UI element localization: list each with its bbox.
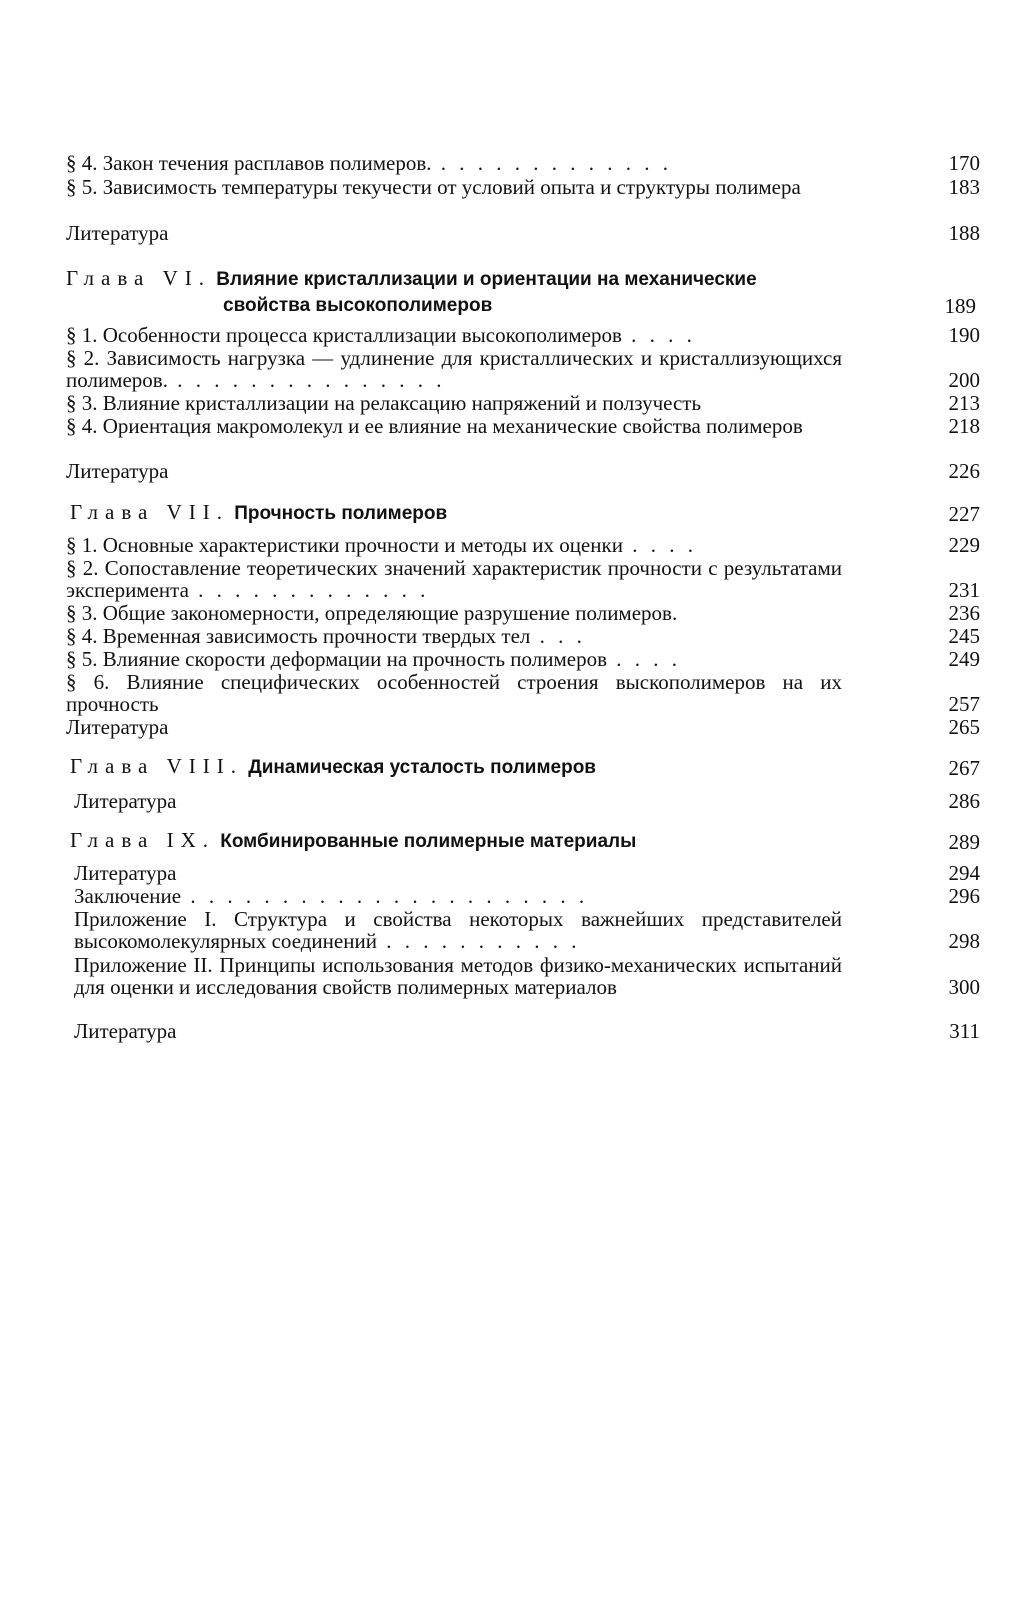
entry-label: § 2. Сопоставление теоретических значений характеристик прочности с результатами эксперимента	[66, 556, 842, 602]
toc-entry	[66, 414, 980, 438]
chapter-title: Динамическая усталость полимеров	[248, 757, 596, 778]
toc-entry	[74, 789, 980, 813]
page-number: 170	[948, 151, 980, 175]
page-number: 249	[948, 647, 980, 671]
entry-label: Литература	[66, 221, 169, 245]
leader-dots: . . . .	[607, 647, 681, 671]
page-number: 227	[948, 502, 980, 526]
leader-dots: . . . . . . . . . . . . .	[431, 151, 673, 175]
toc-entry	[66, 601, 980, 625]
page-number: 265	[948, 715, 980, 739]
toc-entry	[74, 1019, 980, 1043]
toc-entry	[66, 624, 980, 648]
page-number: 188	[948, 221, 980, 245]
entry-label: § 4. Ориентация макромолекул и ее влияние на механические свойства полимеров	[66, 414, 803, 438]
toc-entry	[66, 715, 980, 739]
page-number: 231	[948, 578, 980, 602]
chapter-prefix: Глава VI.	[66, 266, 211, 290]
chapter-prefix: Глава VII.	[70, 500, 229, 524]
toc-entry	[74, 907, 980, 953]
chapter-heading	[70, 828, 980, 854]
page-number: 183	[948, 175, 980, 199]
entry-label: § 2. Зависимость нагрузка — удлинение для кристаллических и кристаллизующихся полимеров.	[66, 346, 842, 392]
leader-dots: . . . . . . . . . . .	[376, 929, 581, 953]
page-number: 213	[948, 391, 980, 415]
chapter-prefix: Глава IX.	[70, 828, 215, 852]
page-number: 296	[948, 884, 980, 908]
leader-dots: . . . . . . . . . . . . . . .	[167, 368, 446, 392]
chapter-prefix: Глава VIII.	[70, 754, 243, 778]
page-number: 286	[948, 789, 980, 813]
chapter-title-continued: свойства высокополимеров	[223, 295, 493, 316]
entry-label: Литература	[66, 715, 169, 739]
page-number: 229	[948, 533, 980, 557]
entry-label: § 4. Временная зависимость прочности твердых тел	[66, 624, 531, 648]
chapter-heading	[66, 266, 976, 318]
leader-dots: . . . . . . . . . . . . . . . . . . . . . .	[181, 884, 589, 908]
leader-dots: . . .	[530, 624, 586, 648]
leader-dots: . . . .	[622, 533, 697, 557]
entry-label: Литература	[74, 861, 177, 885]
leader-dots: . . . . . . . . . . . . .	[188, 578, 430, 602]
entry-label: Литература	[66, 459, 169, 483]
entry-label: § 1. Основные характеристики прочности и методы их оценки	[66, 533, 623, 557]
entry-label: Приложение II. Принципы использования методов физико-механических испытаний для оценки и исследования свойств полимерных материалов	[74, 953, 842, 999]
toc-entry	[66, 221, 980, 245]
toc-entry	[66, 670, 980, 716]
chapter-title: Влияние кристаллизации и ориентации на механические	[216, 269, 757, 290]
page-number: 311	[949, 1019, 980, 1043]
toc-entry	[66, 459, 980, 483]
page-number: 189	[944, 294, 976, 318]
toc-entry	[66, 533, 980, 557]
toc-entry	[74, 861, 980, 885]
entry-label: § 6. Влияние специфических особенностей строения выскополимеров на их прочность	[66, 670, 842, 716]
chapter-heading	[70, 500, 980, 526]
entry-label: § 1. Особенности процесса кристаллизации высокополимеров	[66, 323, 622, 347]
page-number: 300	[948, 975, 980, 999]
page-number: 257	[948, 692, 980, 716]
entry-label: Литература	[74, 1019, 177, 1043]
chapter-heading	[70, 754, 980, 780]
toc-entry	[66, 151, 980, 175]
leader-dots: . . . .	[621, 323, 696, 347]
page-number: 267	[948, 756, 980, 780]
entry-label: Приложение I. Структура и свойства некоторых важнейших представителей высокомолекулярных соединений	[74, 907, 842, 953]
page-number: 298	[948, 929, 980, 953]
entry-label: § 3. Влияние кристаллизации на релаксацию напряжений и ползучесть	[66, 391, 702, 415]
toc-entry	[74, 953, 980, 999]
page-number: 245	[948, 624, 980, 648]
toc-entry	[66, 647, 980, 671]
page-number: 200	[948, 368, 980, 392]
entry-label: § 5. Зависимость температуры текучести от условий опыта и структуры полимера	[66, 175, 801, 199]
toc-entry	[66, 175, 980, 199]
page-number: 289	[948, 830, 980, 854]
toc-entry	[66, 556, 980, 602]
entry-label: § 5. Влияние скорости деформации на прочность полимеров	[66, 647, 607, 671]
chapter-title: Комбинированные полимерные материалы	[220, 831, 637, 852]
toc-entry	[66, 391, 980, 415]
page-number: 190	[948, 323, 980, 347]
chapter-title: Прочность полимеров	[234, 503, 448, 524]
entry-label: § 3. Общие закономерности, определяющие разрушение полимеров.	[66, 601, 678, 625]
toc-entry	[66, 346, 980, 392]
page-number: 218	[948, 414, 980, 438]
toc-entry	[74, 884, 980, 908]
page-number: 226	[948, 459, 980, 483]
entry-label: Литература	[74, 789, 177, 813]
page-number: 236	[948, 601, 980, 625]
entry-label: § 4. Закон течения расплавов полимеров.	[66, 151, 432, 175]
entry-label: Заключение	[74, 884, 182, 908]
toc-entry	[66, 323, 980, 347]
page-number: 294	[948, 861, 980, 885]
